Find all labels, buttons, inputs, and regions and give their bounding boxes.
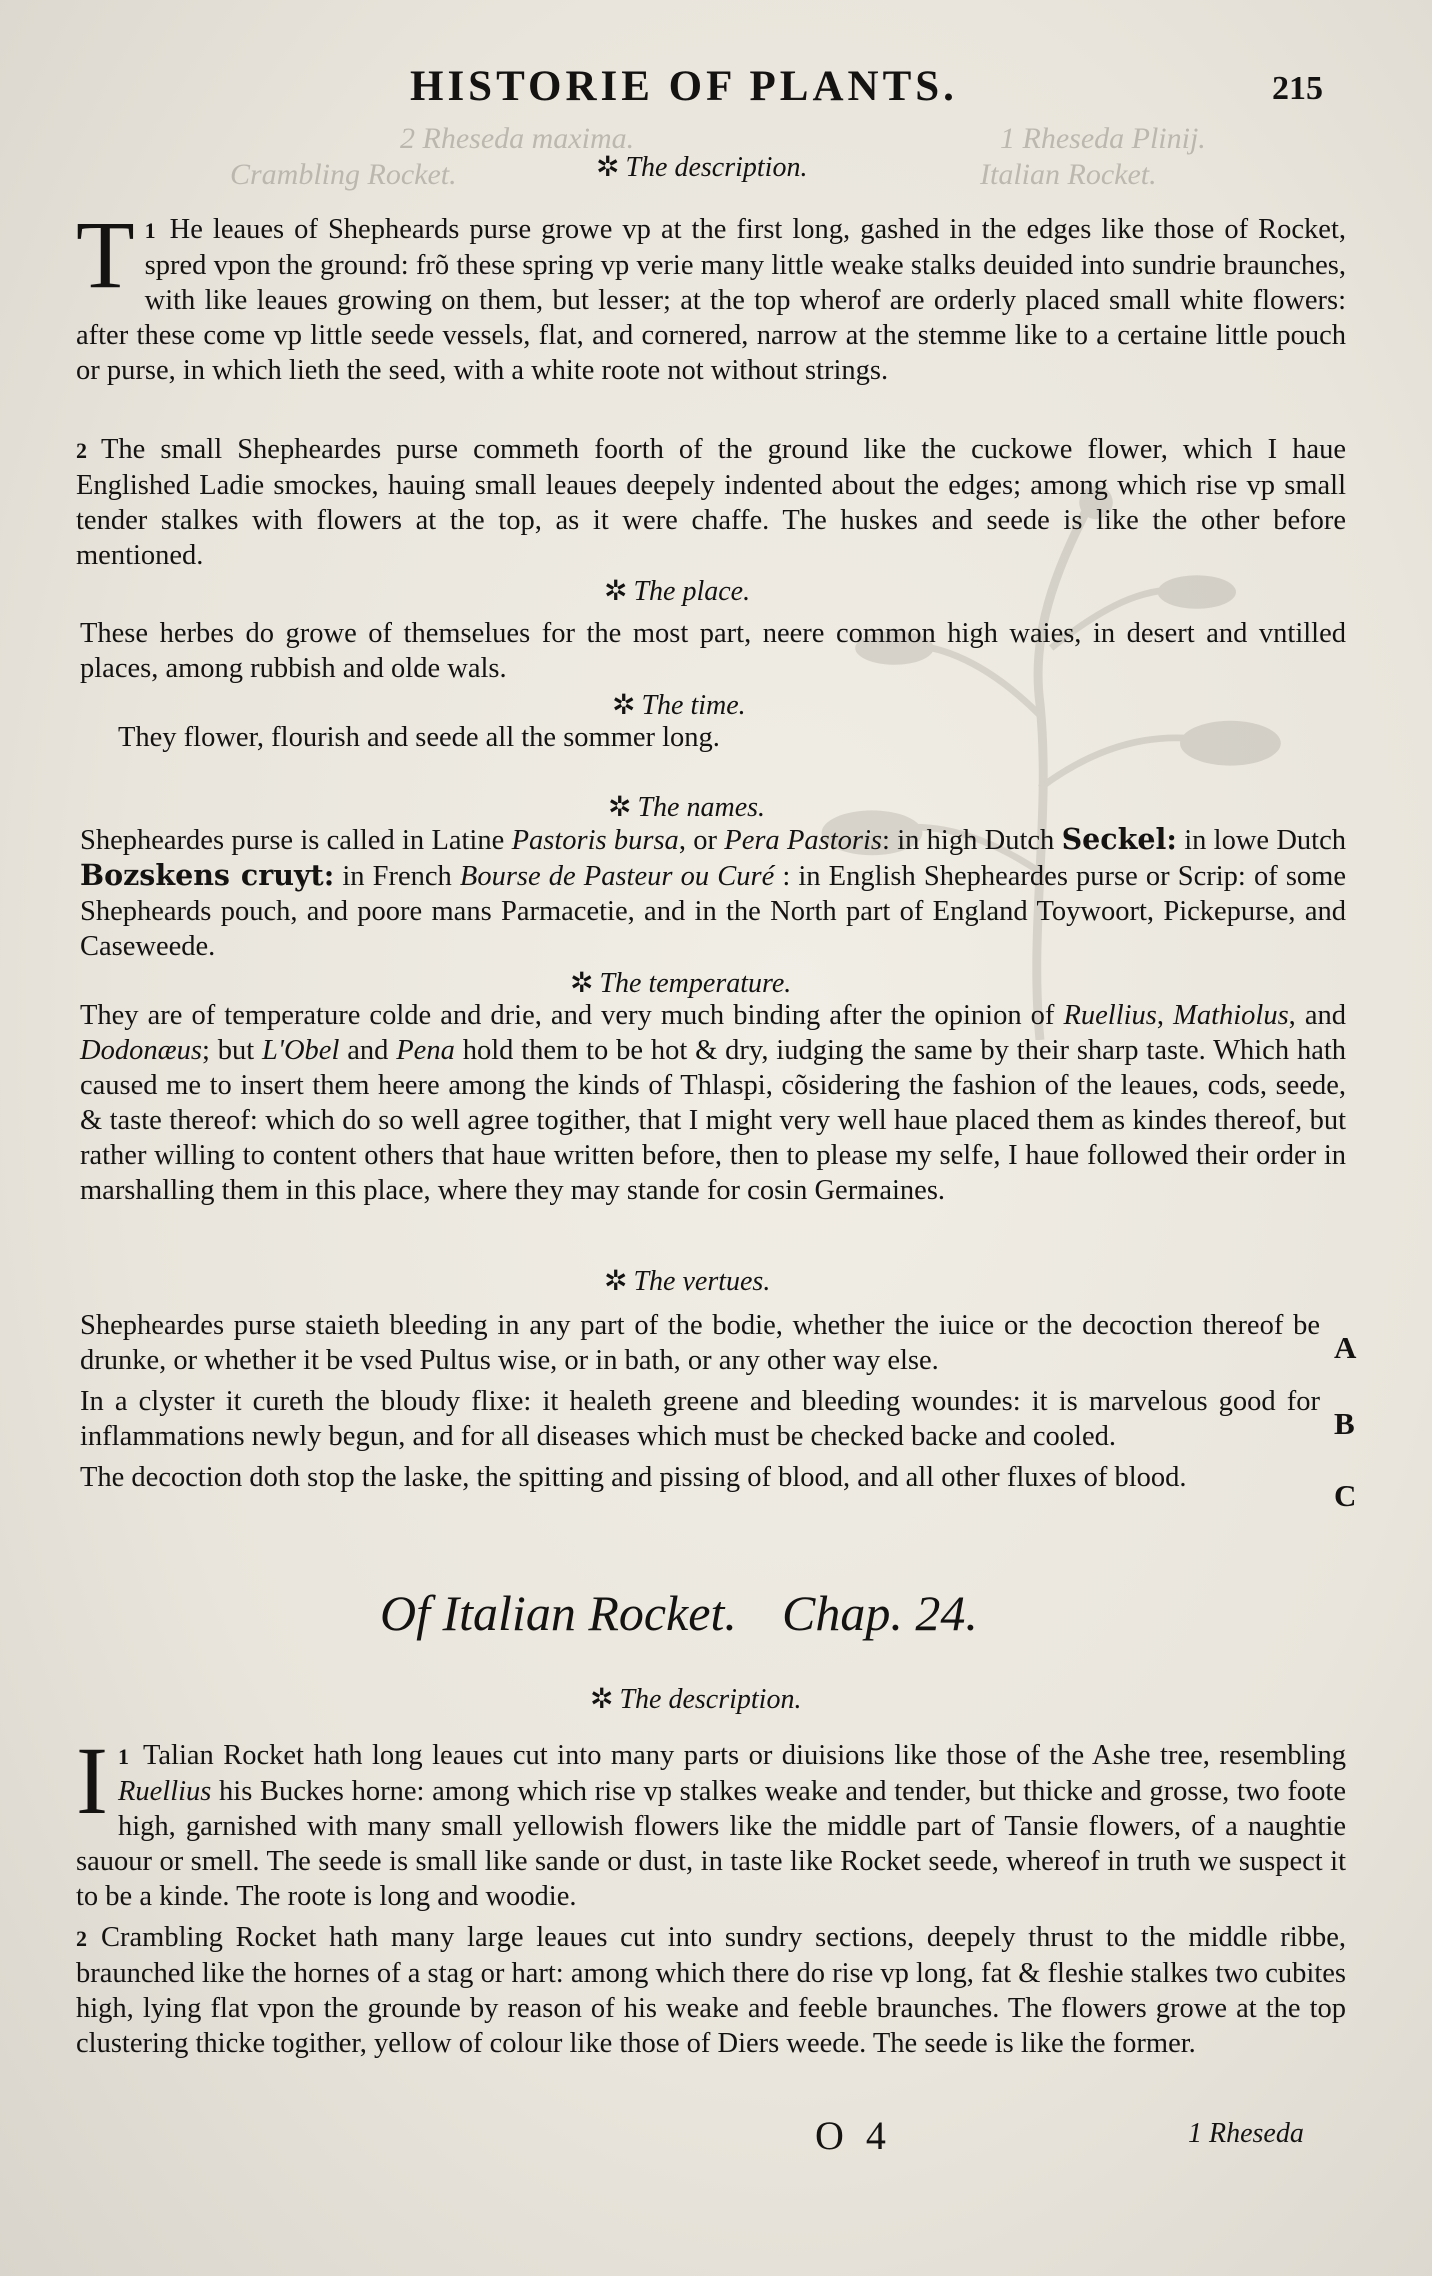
asterism-icon: ✲ <box>596 152 620 183</box>
section-heading-description: ✲ The description. <box>596 152 808 183</box>
text-run: in French <box>334 861 460 892</box>
author-name: Dodonæus <box>80 1035 202 1066</box>
names-paragraph <box>80 822 1346 964</box>
text-run: Talian Rocket hath long leaues cut into many parts or diuisions like those of the Ashe tree, resembling <box>142 1740 1346 1771</box>
text-run: , or <box>678 825 725 856</box>
paragraph-text: Crambling Rocket hath many large leaues cut into sundry sections, deepely thrust to the middle ribbe, braunched like the hornes of a stag or hart: among which there do rise vp long, fat & fleshie stalkes two cubites high, lying flat vpon the grounde by reason of his weake and feeble braunches. The flowers growe at the top clustering thicke togither, yellow of colour like those of Diers weede. The seede is like the former. <box>76 1922 1346 2059</box>
asterism-icon: ✲ <box>612 690 636 721</box>
description-paragraph-2 <box>76 432 1346 573</box>
author-name: Ruellius <box>1063 1000 1157 1031</box>
asterism-icon: ✲ <box>570 968 594 999</box>
text-run: his Buckes horne: among which rise vp stalkes weake and tender, but thicke and grosse, two foote high, garnished with many small yellowish flowers like the middle part of Tansie flowers, of a naughtie sauour or smell. The seede is small like sande or dust, in taste like Rocket seede, whereof in truth we suspect it to be a kinde. The roote is long and woodie. <box>76 1776 1346 1912</box>
margin-letter: A <box>1334 1330 1357 1365</box>
asterism-icon: ✲ <box>604 576 628 607</box>
italian-rocket-description-1 <box>76 1727 1346 1914</box>
description-paragraph-1 <box>76 201 1346 388</box>
paragraph-text: In a clyster it cureth the bloudy flixe: it healeth greene and bleeding woundes: it is marvelous good for inflammations newly begun, and for all diseases which must be checked backe and cooled. <box>80 1386 1320 1452</box>
bleed-text-line: Italian Rocket. <box>980 158 1157 191</box>
paragraph-text: Shepheardes purse staieth bleeding in any part of the bodie, whether the iuice or the decoction thereof be drunke, or whether it be vsed Pultus wise, or in bath, or any other way else. <box>80 1310 1320 1376</box>
place-paragraph <box>80 616 1346 686</box>
time-paragraph <box>118 720 1118 755</box>
section-heading-description: ✲ The description. <box>590 1684 802 1715</box>
bleed-text-line: 2 Rheseda maxima. <box>400 122 635 155</box>
paragraph-text: The decoction doth stop the laske, the spitting and pissing of blood, and all other fluxes of blood. <box>80 1462 1187 1493</box>
author-name: Pena <box>396 1035 455 1066</box>
blackletter-name: Seckel: <box>1061 822 1177 856</box>
chapter-number: Chap. 24. <box>782 1585 978 1641</box>
margin-letter: B <box>1334 1406 1355 1441</box>
text-run: in lowe Dutch <box>1176 825 1346 856</box>
section-heading-time: ✲ The time. <box>612 690 746 721</box>
author-name: Ruellius <box>117 1776 212 1807</box>
section-heading-temperature: ✲ The temperature. <box>570 968 792 999</box>
asterism-icon: ✲ <box>608 792 632 823</box>
paragraph-text: They flower, flourish and seede all the sommer long. <box>118 722 720 753</box>
bleed-text-line: 1 Rheseda Plinij. <box>1000 122 1206 155</box>
paragraph-text: The small Shepheardes purse commeth foorth of the ground like the cuckowe flower, which I haue Englished Ladie smockes, hauing small leaues deepely indented about the edges; among which rise vp small tender stalkes with flowers at the top, as it were chaffe. The huskes and seede is like the other before mentioned. <box>76 434 1346 571</box>
bleed-text-line: Crambling Rocket. <box>230 158 457 191</box>
text-run: : in English Shepheardes purse or Scrip: of some Shepheards pouch, and poore mans Parmacetie, and in the North part of England Toywoort, Pickepurse, and Caseweede. <box>80 861 1346 962</box>
asterism-icon: ✲ <box>590 1684 614 1715</box>
margin-letter: C <box>1334 1478 1357 1513</box>
text-run: and <box>339 1035 397 1066</box>
vertues-paragraph-c <box>80 1460 1320 1495</box>
french-name: Bourse de Pasteur ou Curé <box>459 861 775 892</box>
latin-name: Pastoris bursa <box>511 825 679 856</box>
drop-cap: T <box>76 201 135 308</box>
author-name: L'Obel <box>262 1035 340 1066</box>
drop-cap: I <box>76 1727 108 1834</box>
page-number: 215 <box>1272 70 1323 107</box>
text-run: , and <box>1288 1000 1347 1031</box>
section-heading-names: ✲ The names. <box>608 792 766 823</box>
item-number: 1 <box>144 218 156 243</box>
author-name: Mathiolus <box>1173 1000 1289 1031</box>
section-heading-vertues: ✲ The vertues. <box>604 1266 771 1297</box>
signature-mark: O 4 <box>815 2113 892 2158</box>
catchword: 1 Rheseda <box>1188 2118 1304 2149</box>
asterism-icon: ✲ <box>604 1266 628 1297</box>
chapter-title: Of Italian Rocket. <box>380 1585 737 1641</box>
text-run: : in high Dutch <box>882 825 1062 856</box>
text-run: They are of temperature colde and drie, and very much binding after the opinion of <box>80 1000 1064 1031</box>
paragraph-text: He leaues of Shepheards purse growe vp at the first long, gashed in the edges like those of Rocket, spred vpon the ground: frõ these spring vp verie many little weake stalks deuided into sundrie braunches, with like leaues growing on them, but lesser; at the top wherof are orderly placed small white flowers: after these come vp little seede vessels, flat, and cornered, narrow at the stemme like to a certaine little pouch or purse, in which lieth the seed, with a white roote not without strings. <box>76 214 1346 386</box>
text-run: , <box>1156 1000 1174 1031</box>
item-number: 2 <box>76 438 87 463</box>
item-number: 1 <box>117 1744 129 1769</box>
latin-name: Pera Pastoris <box>724 825 882 856</box>
text-run: Shepheardes purse is called in Latine <box>80 825 512 856</box>
page-header <box>0 62 1432 112</box>
section-heading-place: ✲ The place. <box>604 576 751 607</box>
text-run: hold them to be hot & dry, iudging the same by their sharp taste. Which hath caused me to insert them heere among the kinds of Thlaspi, cõsidering the fashion of the leaues, cods, seede, & taste thereof: which do so well agree togither, that I might very well haue placed them as kindes thereof, but rather willing to content others that haue written before, then to please my selfe, I haue followed their order in marshalling them in this place, where they may stande for cosin Germaines. <box>80 1035 1347 1206</box>
paragraph-text: These herbes do growe of themselues for the most part, neere common high waies, in desert and vntilled places, among rubbish and olde wals. <box>80 618 1346 684</box>
vertues-paragraph-b <box>80 1384 1320 1454</box>
text-run: ; but <box>201 1035 263 1066</box>
temperature-paragraph <box>80 998 1346 1208</box>
vertues-paragraph-a <box>80 1308 1320 1378</box>
italian-rocket-description-2 <box>76 1920 1346 2061</box>
item-number: 2 <box>76 1926 87 1951</box>
blackletter-name: Bozskens cruyt: <box>80 858 335 892</box>
running-head: HISTORIE OF PLANTS. <box>410 63 958 110</box>
